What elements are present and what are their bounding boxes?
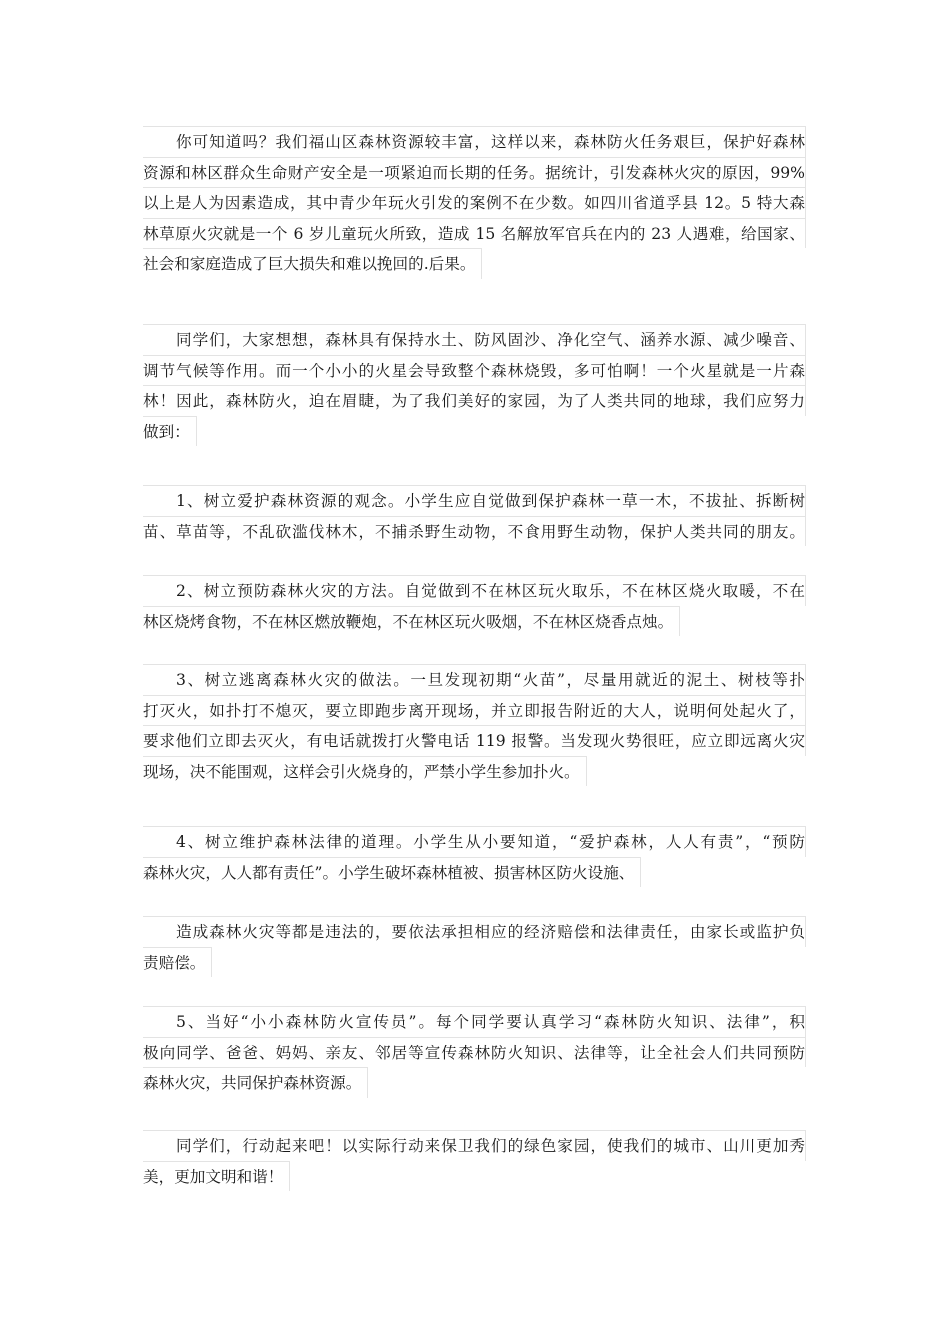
paragraph-item-4-continued — [143, 916, 806, 981]
text-line: 5、当好“小小森林防火宣传员”。每个同学要认真学习“森林防火知识、法律”，积 — [143, 1006, 806, 1037]
text-line: 资源和林区群众生命财产安全是一项紧迫而长期的任务。据统计，引发森林火灾的原因，99% — [143, 157, 806, 188]
text-line: 现场，决不能围观，这样会引火烧身的，严禁小学生参加扑火。 — [143, 756, 587, 787]
paragraph-item-4 — [143, 826, 806, 891]
paragraph-forest-functions — [143, 324, 806, 450]
text-line: 你可知道吗？我们福山区森林资源较丰富，这样以来，森林防火任务艰巨，保护好森林 — [143, 126, 806, 157]
text-line: 调节气候等作用。而一个小小的火星会导致整个森林烧毁，多可怕啊！一个火星就是一片森 — [143, 355, 806, 386]
paragraph-closing — [143, 1130, 806, 1195]
text-line: 森林火灾，人人都有责任”。小学生破坏森林植被、损害林区防火设施、 — [143, 857, 641, 888]
text-line: 以上是人为因素造成，其中青少年玩火引发的案例不在少数。如四川省道孚县 12。5 特大森 — [143, 187, 806, 218]
text-line: 极向同学、爸爸、妈妈、亲友、邻居等宣传森林防火知识、法律等，让全社会人们共同预防 — [143, 1037, 806, 1068]
text-line: 造成森林火灾等都是违法的，要依法承担相应的经济赔偿和法律责任，由家长或监护负 — [143, 916, 806, 947]
text-line: 1、树立爱护森林资源的观念。小学生应自觉做到保护森林一草一木，不拔扯、拆断树 — [143, 485, 806, 516]
paragraph-item-2 — [143, 575, 806, 640]
text-line: 森林火灾，共同保护森林资源。 — [143, 1067, 368, 1098]
paragraph-item-5 — [143, 1006, 806, 1102]
text-line: 林！因此，森林防火，迫在眉睫，为了我们美好的家园，为了人类共同的地球，我们应努力 — [143, 385, 806, 416]
text-line: 责赔偿。 — [143, 947, 212, 978]
text-line: 2、树立预防森林火灾的方法。自觉做到不在林区玩火取乐，不在林区烧火取暖，不在 — [143, 575, 806, 606]
text-line: 社会和家庭造成了巨大损失和难以挽回的.后果。 — [143, 248, 482, 279]
text-line: 同学们，行动起来吧！以实际行动来保卫我们的绿色家园，使我们的城市、山川更加秀 — [143, 1130, 806, 1161]
text-line: 4、树立维护森林法律的道理。小学生从小要知道，“爱护森林，人人有责”，“预防 — [143, 826, 806, 857]
text-line: 苗、草苗等，不乱砍滥伐林木，不捕杀野生动物，不食用野生动物，保护人类共同的朋友。 — [143, 516, 806, 547]
text-line: 3、树立逃离森林火灾的做法。一旦发现初期“火苗”，尽量用就近的泥土、树枝等扑 — [143, 664, 806, 695]
paragraph-item-1 — [143, 485, 806, 546]
paragraph-item-3 — [143, 664, 806, 790]
text-line: 林草原火灾就是一个 6 岁儿童玩火所致，造成 15 名解放军官兵在内的 23 人遇难，给国家、 — [143, 218, 806, 249]
text-line: 打灭火，如扑打不熄灭，要立即跑步离开现场，并立即报告附近的大人，说明何处起火了， — [143, 695, 806, 726]
paragraph-intro — [143, 126, 806, 283]
text-line: 林区烧烤食物，不在林区燃放鞭炮，不在林区玩火吸烟，不在林区烧香点烛。 — [143, 606, 680, 637]
text-line: 美，更加文明和谐！ — [143, 1161, 290, 1192]
text-line: 同学们，大家想想，森林具有保持水土、防风固沙、净化空气、涵养水源、减少噪音、 — [143, 324, 806, 355]
text-line: 做到： — [143, 416, 197, 447]
text-line: 要求他们立即去灭火，有电话就拨打火警电话 119 报警。当发现火势很旺，应立即远离火灾 — [143, 725, 806, 756]
